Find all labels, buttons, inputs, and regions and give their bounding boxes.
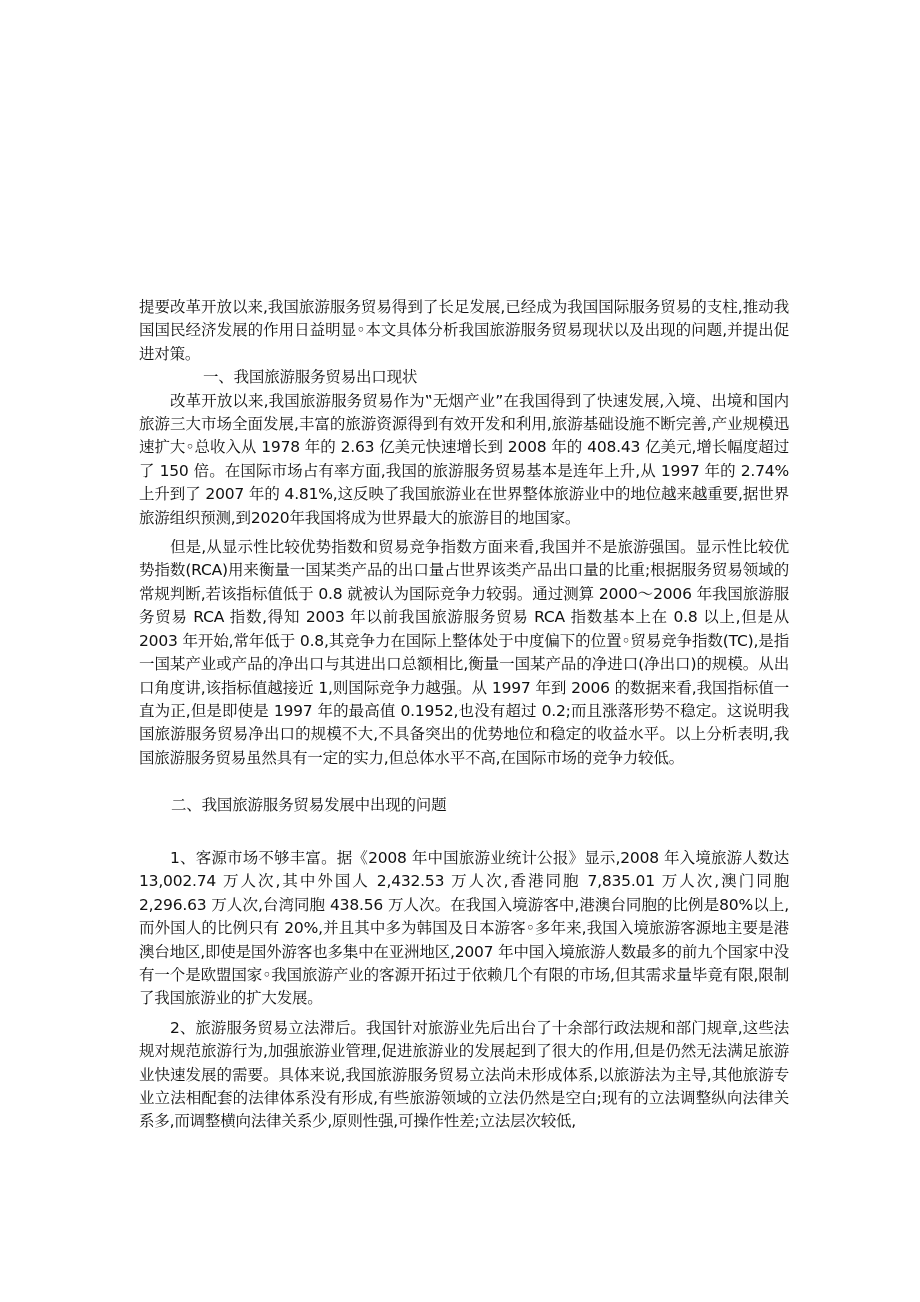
abstract-paragraph: 提要改革开放以来,我国旅游服务贸易得到了长足发展,已经成为我国国际服务贸易的支柱,推动我国国民经济发展的作用日益明显◦本文具体分析我国旅游服务贸易现状以及出现的问题,并提出促进对策。 bbox=[139, 298, 789, 363]
section-heading-2: 二、我国旅游服务贸易发展中出现的问题 bbox=[171, 795, 447, 814]
document-body bbox=[139, 296, 789, 1134]
body-paragraph: 但是,从显示性比较优势指数和贸易竞争指数方面来看,我国并不是旅游强国。显示性比较优势指数(RCA)用来衡量一国某类产品的出口量占世界该类产品出口量的比重;根据服务贸易领域的常规判断,若该指标值低于 0.8 就被认为国际竞争力较弱。通过测算 2000～2006 年我国旅游服务贸易 RCA 指数,得知 2003 年以前我国旅游服务贸易 RCA 指数基本上在 0.8 以上,但是从 2003 年开始,常年低于 0.8,其竞争力在国际上整体处于中度偏下的位置◦贸易竞争指数(TC),是指一国某产业或产品的净出口与其进出口总额相比,衡量一国某产品的净进口(净出口)的规模。从出口角度讲,该指标值越接近 1,则国际竞争力越强。从 1997 年到 2006 的数据来看,我国指标值一直为正,但是即使是 1997 年的最高值 0.1952,也没有超过 0.2;而且涨落形势不稳定。这说明我国旅游服务贸易净出口的规模不大,不具备突出的优势地位和稳定的收益水平。以上分析表明,我国旅游服务贸易虽然具有一定的实力,但总体水平不高,在国际市场的竞争力较低。 bbox=[139, 538, 789, 767]
section-heading-1: 一、我国旅游服务贸易出口现状 bbox=[203, 368, 418, 387]
body-paragraph: 改革开放以来,我国旅游服务贸易作为‟无烟产业”在我国得到了快速发展,入境、出境和国内旅游三大市场全面发展,丰富的旅游资源得到有效开发和利用,旅游基础设施不断完善,产业规模迅速扩大◦总收入从 1978 年的 2.63 亿美元快速增长到 2008 年的 408.43 亿美元,增长幅度超过了 150 倍。在国际市场占有率方面,我国的旅游服务贸易基本是连年上升,从 1997 年的 2.74%上升到了 2007 年的 4.81%,这反映了我国旅游业在世界整体旅游业中的地位越来越重要,据世界旅游组织预测,到2020年我国将成为世界最大的旅游目的地国家。 bbox=[139, 391, 789, 527]
body-paragraph: 1、客源市场不够丰富。据《2008 年中国旅游业统计公报》显示,2008 年入境旅游人数达 13,002.74 万人次,其中外国人 2,432.53 万人次,香港同胞 7,835.01 万人次,澳门同胞 2,296.63 万人次,台湾同胞 438.56 万人次。在我国入境游客中,港澳台同胞的比例是80%以上,而外国人的比例只有 20%,并且其中多为韩国及日本游客◦多年来,我国入境旅游客源地主要是港澳台地区,即使是国外游客也多集中在亚洲地区,2007 年中国入境旅游人数最多的前九个国家中没有一个是欧盟国家◦我国旅游产业的客源开拓过于依赖几个有限的市场,但其需求量毕竟有限,限制了我国旅游业的扩大发展。 bbox=[139, 848, 789, 1008]
body-paragraph: 2、旅游服务贸易立法滞后。我国针对旅游业先后出台了十余部行政法规和部门规章,这些法规对规范旅游行为,加强旅游业管理,促进旅游业的发展起到了很大的作用,但是仍然无法满足旅游业快速发展的需要。具体来说,我国旅游服务贸易立法尚未形成体系,以旅游法为主导,其他旅游专业立法相配套的法律体系没有形成,有些旅游领域的立法仍然是空白;现有的立法调整纵向法律关系多,而调整横向法律关系少,原则性强,可操作性差;立法层次较低, bbox=[139, 1018, 789, 1131]
